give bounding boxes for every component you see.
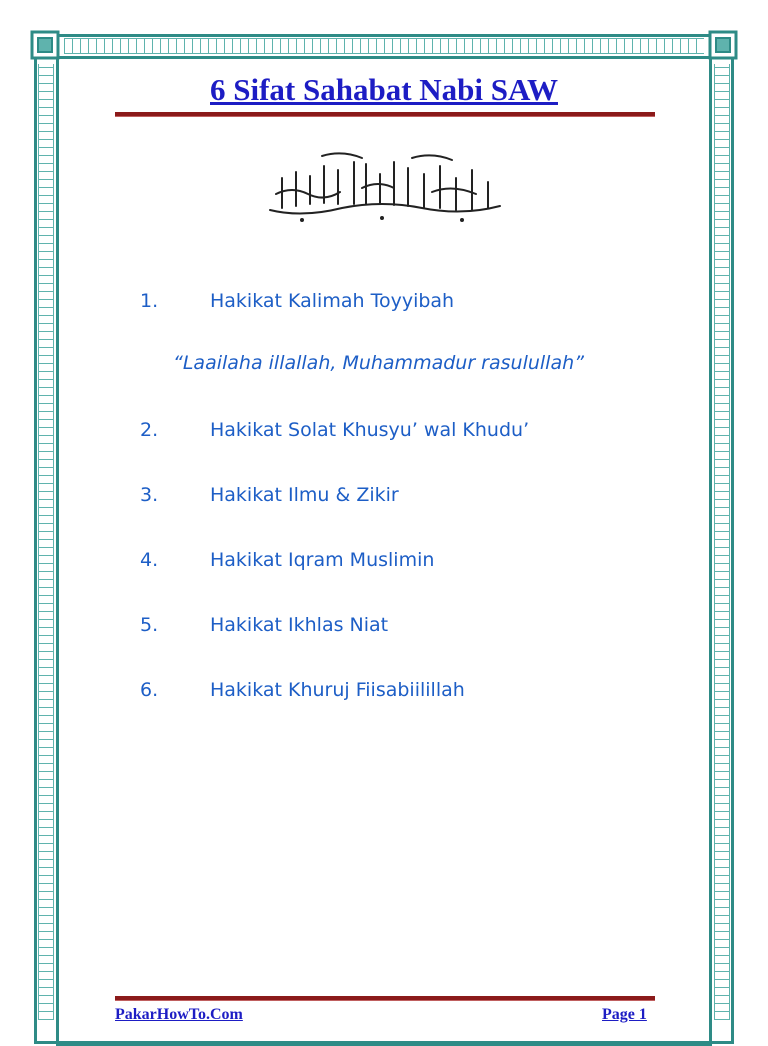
list-item-text: Hakikat Ilmu & Zikir <box>210 484 399 506</box>
border-ladder-top <box>64 38 704 54</box>
footer-divider <box>115 996 655 1001</box>
list-item <box>140 290 454 312</box>
list-item-number: 5. <box>140 614 159 636</box>
list-item <box>140 419 529 441</box>
corner-ornament-top-right <box>708 30 738 60</box>
border-ladder-left <box>38 64 54 1020</box>
page-title: 6 Sifat Sahabat Nabi SAW <box>210 72 558 107</box>
list-item <box>140 614 388 636</box>
list-item-text: Hakikat Ikhlas Niat <box>210 614 389 636</box>
list-item-text: Hakikat Solat Khusyu’ wal Khudu’ <box>210 419 530 441</box>
list-item-text: Hakikat Kalimah Toyyibah <box>210 290 455 312</box>
footer-site-link[interactable]: PakarHowTo.Com <box>115 1006 243 1023</box>
list-item <box>140 679 465 701</box>
list-item-number: 3. <box>140 484 159 506</box>
basmala-calligraphy <box>262 148 508 228</box>
list-item-text: Hakikat Iqram Muslimin <box>210 549 435 571</box>
title-divider <box>115 112 655 117</box>
list-item <box>140 484 399 506</box>
border-ladder-right <box>714 64 730 1020</box>
basmala-calligraphy-image <box>262 148 508 228</box>
kalimah-quote: “Laailaha illallah, Muhammadur rasulullah” <box>173 352 584 374</box>
corner-ornament-top-left <box>30 30 60 60</box>
list-item-number: 2. <box>140 419 159 441</box>
list-item-number: 4. <box>140 549 159 571</box>
list-item-text: Hakikat Khuruj Fiisabiilillah <box>210 679 465 701</box>
list-item-number: 1. <box>140 290 159 312</box>
list-item <box>140 549 434 571</box>
list-item-number: 6. <box>140 679 159 701</box>
footer-page-number: Page 1 <box>602 1006 647 1023</box>
